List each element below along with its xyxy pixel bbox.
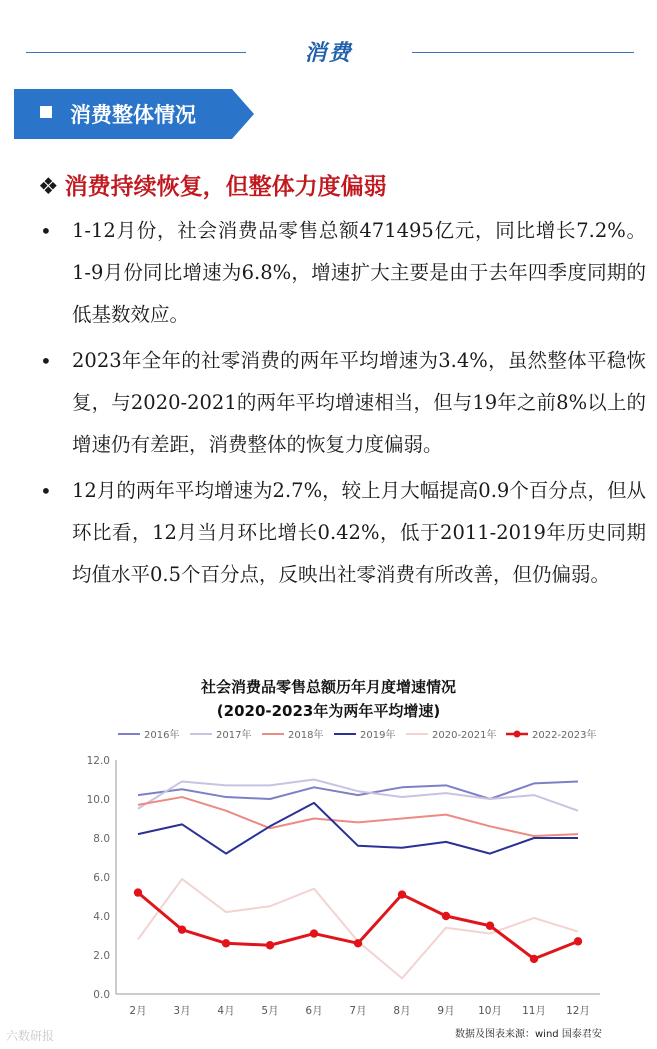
y-tick-label: 8.0 [93, 833, 110, 845]
chart-title: 社会消费品零售总额历年月度增速情况 [200, 678, 456, 696]
bullet-item [38, 340, 646, 466]
legend-marker [514, 731, 521, 738]
series-line [138, 797, 578, 836]
x-tick-label: 10月 [478, 1005, 502, 1017]
data-point [530, 955, 538, 963]
section-title: 消费整体情况 [70, 103, 196, 127]
x-tick-label: 11月 [522, 1005, 546, 1017]
y-tick-label: 12.0 [86, 755, 110, 767]
data-point [486, 922, 494, 930]
data-point [442, 912, 450, 920]
line-chart [78, 720, 618, 1020]
x-tick-label: 9月 [437, 1005, 455, 1017]
y-tick-label: 2.0 [93, 950, 110, 962]
legend-label: 2017年 [216, 730, 252, 741]
bullet-list [38, 210, 646, 600]
data-point [222, 939, 230, 947]
source-note: 数据及图表来源：wind 国泰君安 [455, 1029, 602, 1040]
data-point [310, 929, 318, 937]
data-point [178, 925, 186, 933]
x-tick-label: 5月 [261, 1005, 279, 1017]
bullet-text: 12月的两年平均增速为2.7%，较上月大幅提高0.9个百分点，但从环比看，12月当月环比增长0.42%，低于2011-2019年历史同期均值水平0.5个百分点，反映出社零消费有所改善，但仍偏弱。 [72, 479, 646, 586]
x-tick-label: 6月 [305, 1005, 323, 1017]
bullet-text: 1-12月份，社会消费品零售总额471495亿元，同比增长7.2%。1-9月份同比增速为6.8%，增速扩大主要是由于去年四季度同期的低基数效应。 [72, 219, 646, 326]
y-tick-label: 6.0 [93, 872, 110, 884]
x-tick-label: 8月 [393, 1005, 411, 1017]
chart-subtitle: (2020-2023年为两年平均增速) [216, 702, 441, 720]
x-tick-label: 7月 [349, 1005, 367, 1017]
page-title: 消费 [304, 41, 353, 66]
legend-label: 2019年 [360, 730, 396, 741]
data-point [134, 888, 142, 896]
subheading-text: 消费持续恢复，但整体力度偏弱 [64, 174, 387, 200]
data-point [574, 937, 582, 945]
bullet-dot-icon: • [40, 349, 52, 373]
bullet-text: 2023年全年的社零消费的两年平均增速为3.4%，虽然整体平稳恢复，与2020-2021的两年平均增速相当，但与19年之前8%以上的增速仍有差距，消费整体的恢复力度偏弱。 [72, 349, 646, 456]
series-line [138, 879, 578, 978]
subheading [38, 168, 387, 201]
bullet-item [38, 470, 646, 596]
x-tick-label: 3月 [173, 1005, 191, 1017]
legend-label: 2016年 [144, 730, 180, 741]
bullet-dot-icon: • [40, 219, 52, 243]
section-square-icon [40, 106, 52, 118]
x-tick-label: 12月 [566, 1005, 590, 1017]
bullet-dot-icon: • [40, 479, 52, 503]
legend-label: 2020-2021年 [432, 730, 497, 741]
watermark: 六数研报 [6, 1029, 55, 1043]
diamond-bullet-icon: ❖ [38, 174, 59, 200]
data-point [266, 941, 274, 949]
y-tick-label: 0.0 [93, 989, 110, 1001]
legend-label: 2018年 [288, 730, 324, 741]
legend-label: 2022-2023年 [532, 730, 597, 741]
data-point [398, 890, 406, 898]
y-tick-label: 4.0 [93, 911, 110, 923]
data-point [354, 939, 362, 947]
series-line [138, 803, 578, 854]
x-tick-label: 2月 [129, 1005, 147, 1017]
y-tick-label: 10.0 [86, 794, 110, 806]
x-tick-label: 4月 [217, 1005, 235, 1017]
bullet-item [38, 210, 646, 336]
